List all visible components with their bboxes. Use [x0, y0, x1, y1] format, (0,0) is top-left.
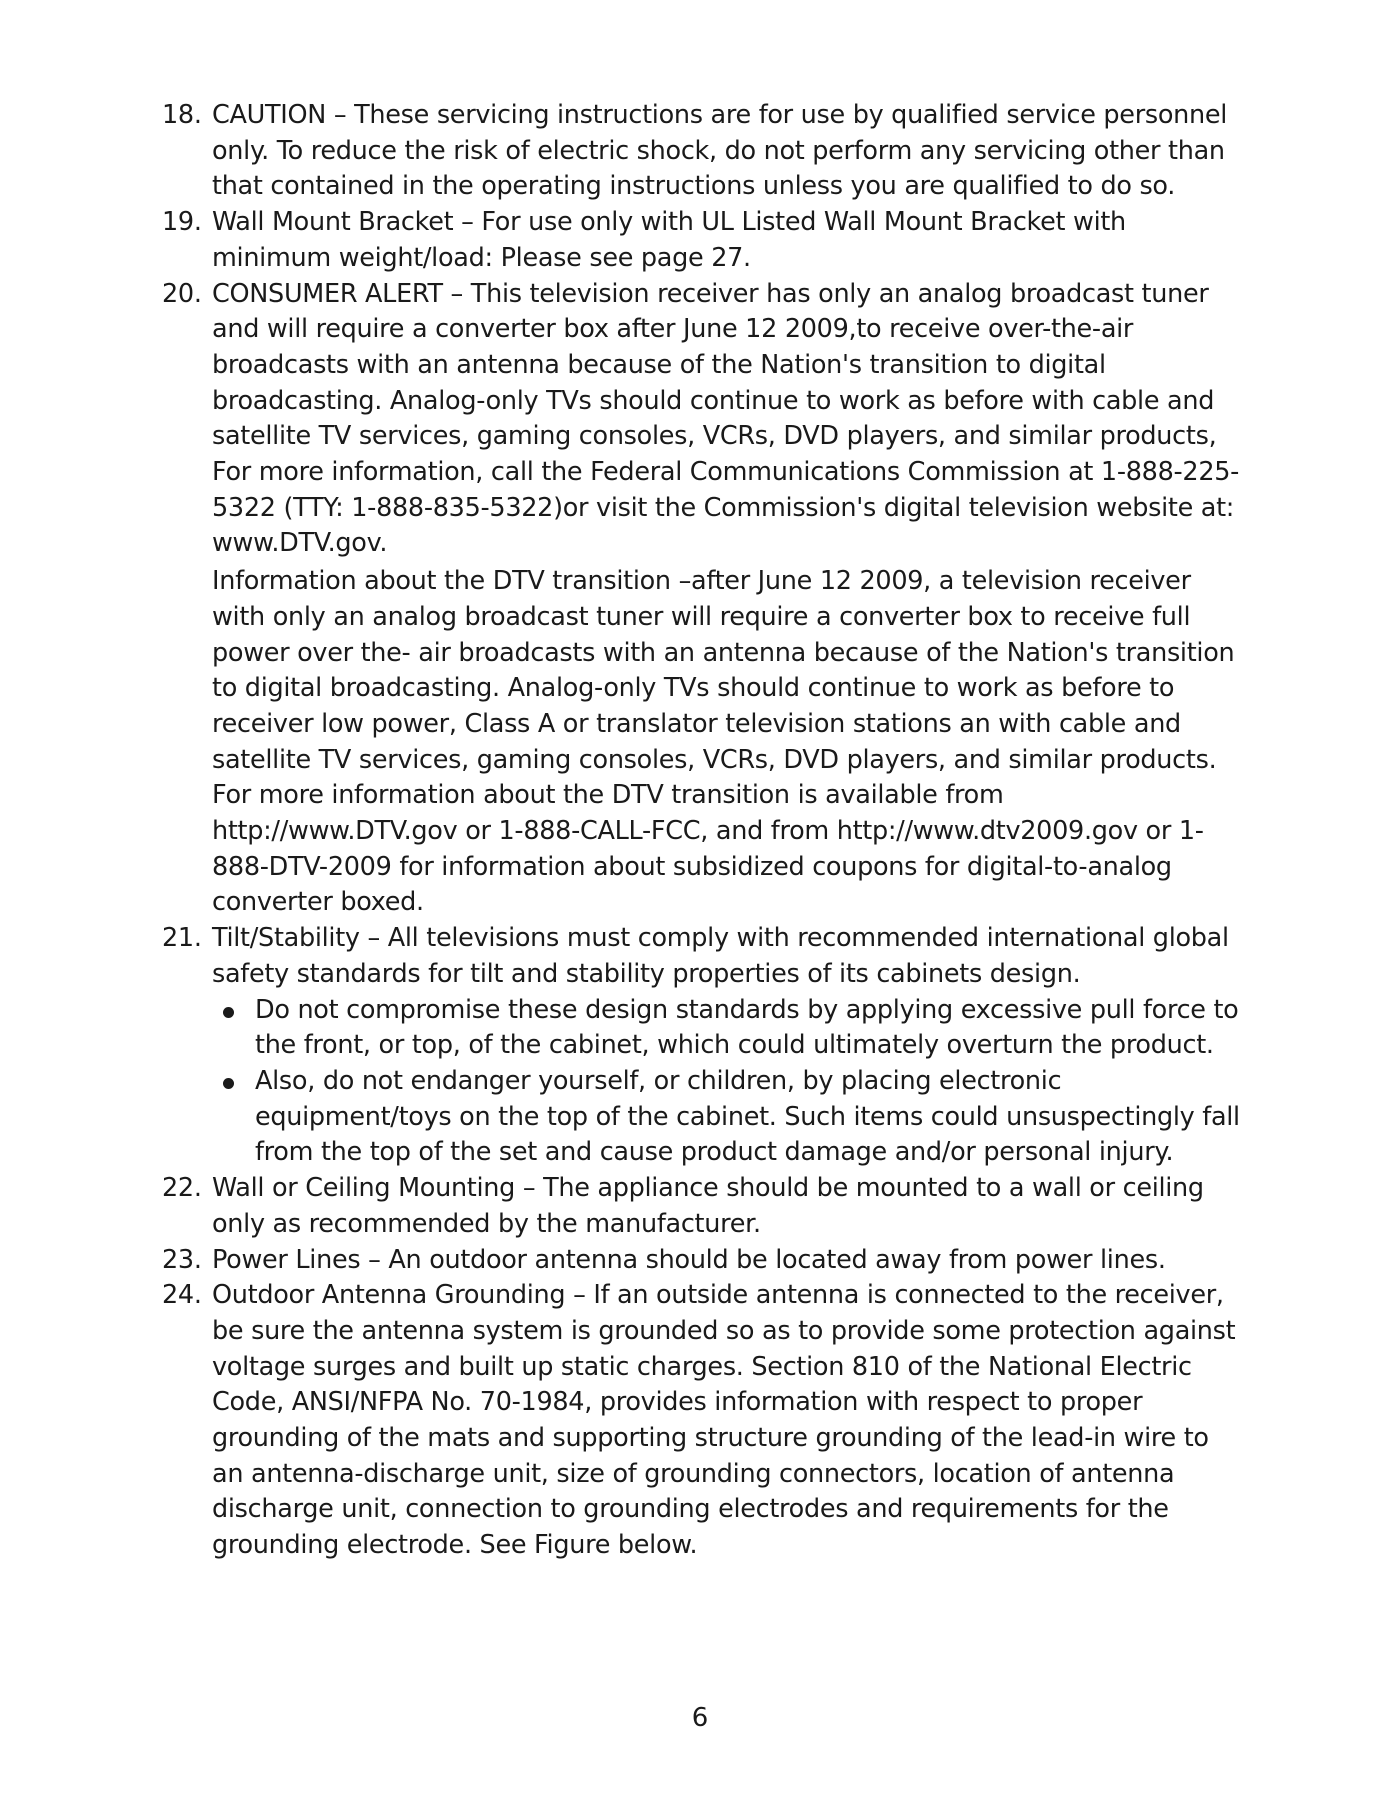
item-number: 24.	[162, 1280, 202, 1311]
bullet-item	[212, 1064, 1242, 1171]
list-item	[162, 205, 1242, 276]
list-item	[162, 1243, 1242, 1279]
list-item	[162, 98, 1242, 205]
page-number: 6	[691, 1703, 709, 1733]
list-item	[162, 921, 1242, 1171]
item-number: 18.	[162, 100, 202, 130]
item-text-continued: Information about the DTV transition –after June 12 2009, a television receiver with only an analog broadcast tuner will require a converter box to receive full power over the- air broadcasts with an antenna because of the Nation's transition to digital broadcasting. Analog-only TVs should continue to work as before to receiver low power, Class A or translator television stations an with cable and satellite TV services, gaming consoles, VCRs, DVD players, and similar products. For more information about the DTV transition is available from http://www.DTV.gov or 1-888-CALL-FCC, and from http://www.dtv2009.gov or 1-888-DTV-2009 for information about subsidized coupons for digital-to-analog converter boxed.	[212, 566, 1235, 918]
item-text: Outdoor Antenna Grounding – If an outside antenna is connected to the receiver, be sure the antenna system is grounded so as to provide some protection against voltage surges and built up static charges. Section 810 of the National Electric Code, ANSI/NFPA No. 70-1984, provides information with respect to proper grounding of the mats and supporting structure grounding of the lead-in wire to an antenna-discharge unit, size of grounding connectors, location of antenna discharge unit, connection to grounding electrodes and requirements for the grounding electrode. See Figure below.	[212, 1280, 1236, 1561]
item-text: Power Lines – An outdoor antenna should be located away from power lines.	[212, 1244, 1166, 1275]
item-text: Wall Mount Bracket – For use only with UL Listed Wall Mount Bracket with minimum weight/load: Please see page 27.	[212, 207, 1126, 273]
item-text: Wall or Ceiling Mounting – The appliance should be mounted to a wall or ceiling only as recommended by the manufacturer.	[212, 1173, 1204, 1239]
item-text: Tilt/Stability – All televisions must comply with recommended international global safety standards for tilt and stability properties of its cabinets design.	[212, 923, 1229, 989]
item-number: 20.	[162, 278, 202, 309]
list-item	[162, 277, 1242, 922]
instructions-list	[162, 98, 1242, 1564]
item-number: 21.	[162, 923, 202, 954]
bullet-icon	[223, 1078, 234, 1089]
bullet-item	[212, 993, 1242, 1064]
item-number: 19.	[162, 207, 202, 238]
item-text: CONSUMER ALERT – This television receiver has only an analog broadcast tuner and will require a converter box after June 12 2009,to receive over-the-air broadcasts with an antenna because of the Nation's transition to digital broadcasting. Analog-only TVs should continue to work as before with cable and satellite TV services, gaming consoles, VCRs, DVD players, and similar products, For more information, call the Federal Communications Commission at 1-888-225-5322 (TTY: 1-888-835-5322)or visit the Commission's digital television website at: www.DTV.gov.	[212, 278, 1240, 559]
item-number: 23.	[162, 1244, 202, 1275]
bullet-icon	[223, 1007, 234, 1018]
bullet-text: Also, do not endanger yourself, or children, by placing electronic equipment/toys on the top of the cabinet. Such items could unsuspectingly fall from the top of the set and cause product damage and/or personal injury.	[255, 1065, 1240, 1168]
list-item	[162, 1278, 1242, 1564]
item-number: 22.	[162, 1173, 202, 1204]
bullet-text: Do not compromise these design standards by applying excessive pull force to the front, or top, of the cabinet, which could ultimately overturn the product.	[255, 994, 1239, 1061]
item-text: CAUTION – These servicing instructions are for use by qualified service personnel only. To reduce the risk of electric shock, do not perform any servicing other than that contained in the operating instructions unless you are qualified to do so.	[212, 100, 1228, 202]
list-item	[162, 1171, 1242, 1242]
bullet-list	[212, 993, 1242, 1172]
